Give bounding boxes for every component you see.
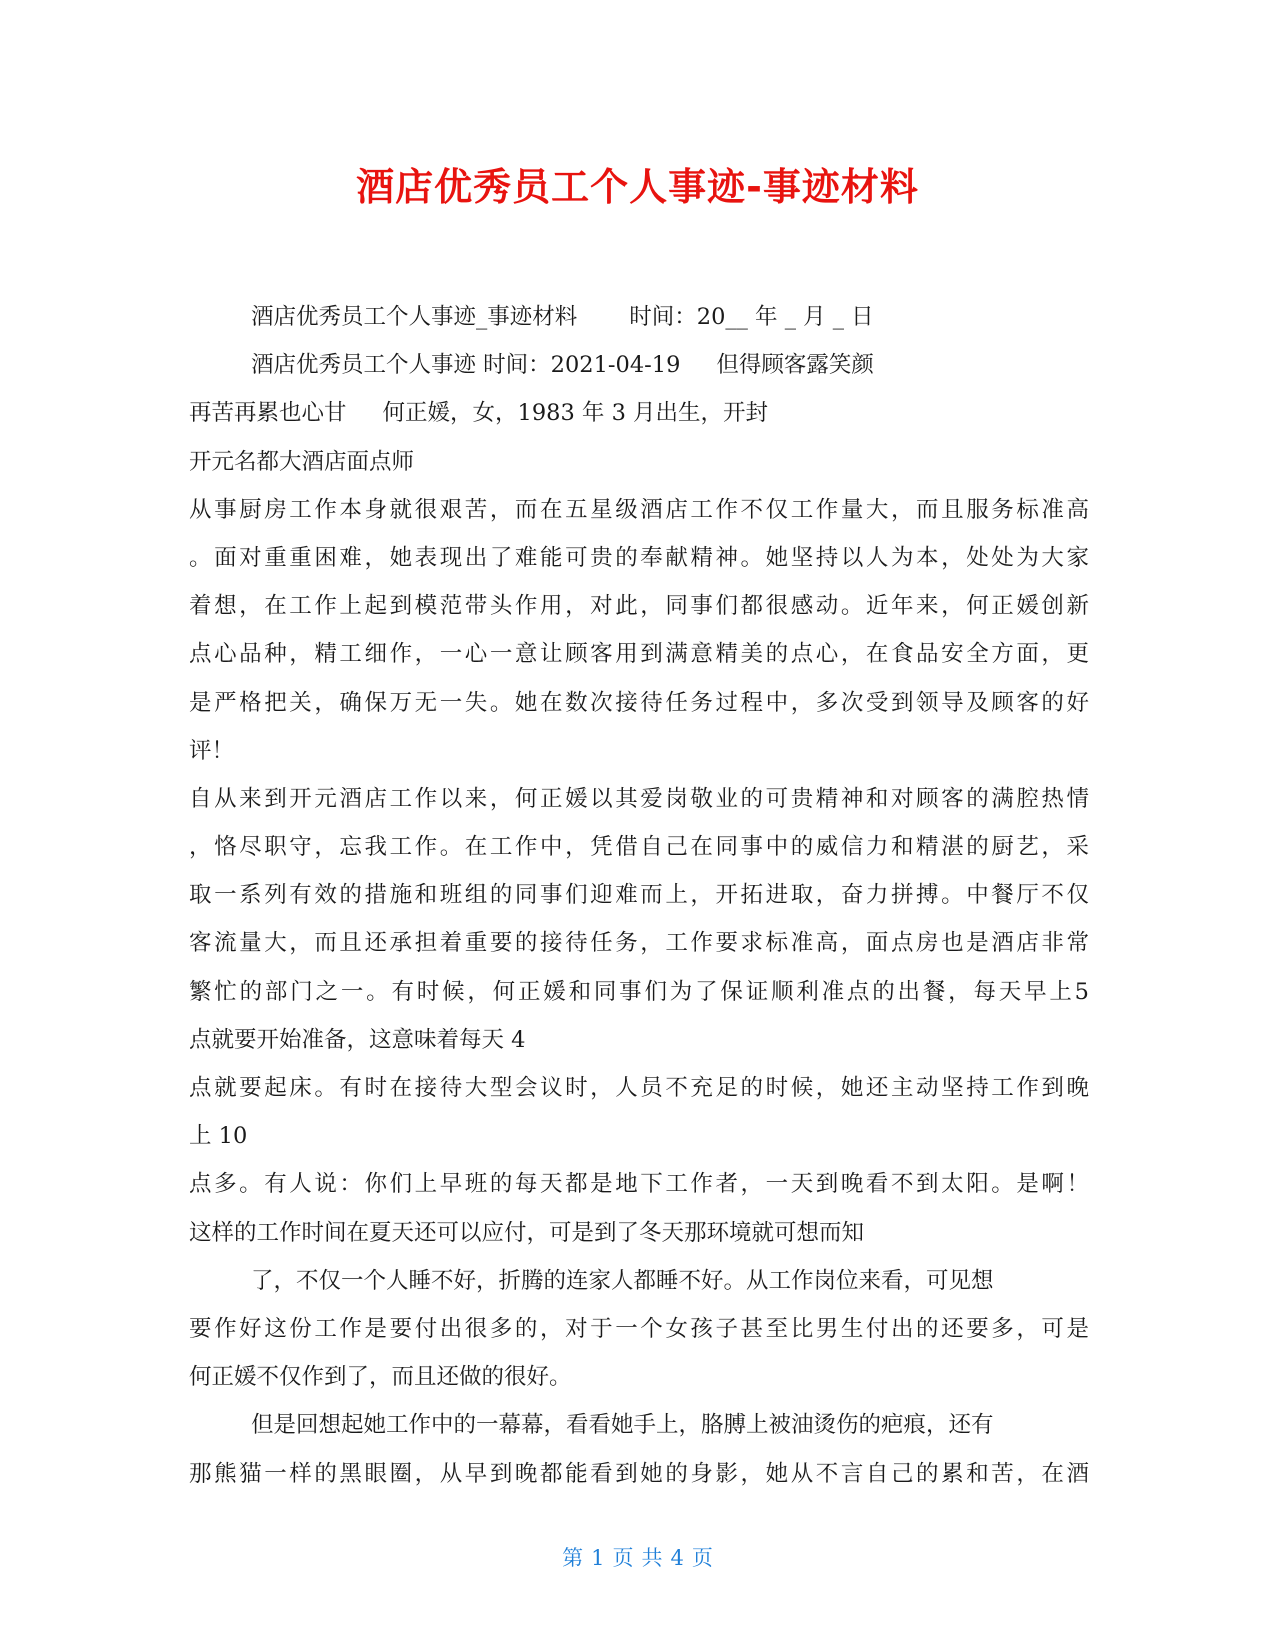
paragraph-1-line: 着想，在工作上起到模范带头作用，对此，同事们都很感动。近年来，何正媛创新 — [189, 593, 1089, 620]
paragraph-1-line: 从事厨房工作本身就很艰苦，而在五星级酒店工作不仅工作量大，而且服务标准高 — [189, 496, 1089, 523]
header-line-3 — [189, 389, 1089, 437]
paragraph-3-line: 何正媛不仅作到了，而且还做的很好。 — [189, 1364, 572, 1391]
paragraph-2-line: 上 10 — [189, 1123, 248, 1150]
footer-page-number: 1 — [591, 1546, 605, 1570]
header-line-2 — [189, 341, 1089, 389]
paragraph-2-line: 这样的工作时间在夏天还可以应付，可是到了冬天那环境就可想而知 — [189, 1219, 865, 1246]
paragraph-4-line: 那熊猫一样的黑眼圈，从早到晚都能看到她的身影，她从不言自己的累和苦，在酒 — [189, 1460, 1089, 1487]
paragraph-4-line: 但是回想起她工作中的一幕幕，看看她手上，胳膊上被油烫伤的疤痕，还有 — [251, 1412, 994, 1439]
page-footer — [0, 1543, 1275, 1573]
header-line-1-left: 酒店优秀员工个人事迹_事迹材料 — [251, 304, 578, 330]
paragraph-1-line: 评！ — [189, 737, 235, 764]
paragraph-2-line: 点就要起床。有时在接待大型会议时，人员不充足的时候，她还主动坚持工作到晚 — [189, 1075, 1089, 1101]
paragraph-2-line: 点就要开始准备，这意味着每天 4 — [189, 1026, 526, 1053]
paragraph-2-line: 取一系列有效的措施和班组的同事们迎难而上，开拓进取，奋力拼搏。中餐厅不仅 — [189, 882, 1089, 909]
paragraph-3-line: 了，不仅一个人睡不好，折腾的连家人都睡不好。从工作岗位来看，可见想 — [251, 1267, 994, 1294]
document-body — [189, 293, 1089, 1498]
paragraph-2-line: 自从来到开元酒店工作以来，何正媛以其爱岗敬业的可贵精神和对顾客的满腔热情 — [189, 785, 1089, 812]
paragraph-2-line: ，恪尽职守，忘我工作。在工作中，凭借自己在同事中的威信力和精湛的厨艺，采 — [189, 834, 1089, 861]
footer-page-unit: 页 — [612, 1546, 634, 1570]
header-line-3-right: 何正媛，女，1983 年 3 月出生，开封 — [382, 400, 769, 427]
paragraph-3-line: 要作好这份工作是要付出很多的，对于一个女孩子甚至比男生付出的还要多，可是 — [189, 1315, 1089, 1342]
header-line-4: 开元名都大酒店面点师 — [189, 448, 415, 475]
paragraph-1-line: 。面对重重困难，她表现出了难能可贵的奉献精神。她坚持以人为本，处处为大家 — [189, 544, 1089, 571]
header-date-placeholder: 时间：20__ 年 _ 月 _ 日 — [629, 304, 874, 330]
footer-total-label: 共 — [641, 1546, 663, 1570]
paragraph-2-line: 繁忙的部门之一。有时候，何正媛和同事们为了保证顺利准点的出餐，每天早上5 — [189, 978, 1089, 1005]
footer-total-unit: 页 — [691, 1546, 713, 1570]
header-line-2-right: 但得顾客露笑颜 — [716, 352, 874, 379]
paragraph-2-line: 点多。有人说：你们上早班的每天都是地下工作者，一天到晚看不到太阳。是啊！ — [189, 1171, 1089, 1198]
footer-total-pages: 4 — [670, 1546, 684, 1570]
header-line-2-left: 酒店优秀员工个人事迹 时间：2021-04-19 — [251, 352, 681, 379]
paragraph-2-line: 客流量大，而且还承担着重要的接待任务，工作要求标准高，面点房也是酒店非常 — [189, 930, 1089, 957]
header-line-1 — [189, 293, 1089, 341]
document-title: 酒店优秀员工个人事迹-事迹材料 — [356, 165, 919, 209]
paragraph-1-line: 是严格把关，确保万无一失。她在数次接待任务过程中，多次受到领导及顾客的好 — [189, 689, 1089, 716]
header-line-3-left: 再苦再累也心甘 — [189, 400, 347, 427]
paragraph-1-line: 点心品种，精工细作，一心一意让顾客用到满意精美的点心，在食品安全方面，更 — [189, 641, 1089, 668]
footer-page-label: 第 — [562, 1546, 584, 1570]
